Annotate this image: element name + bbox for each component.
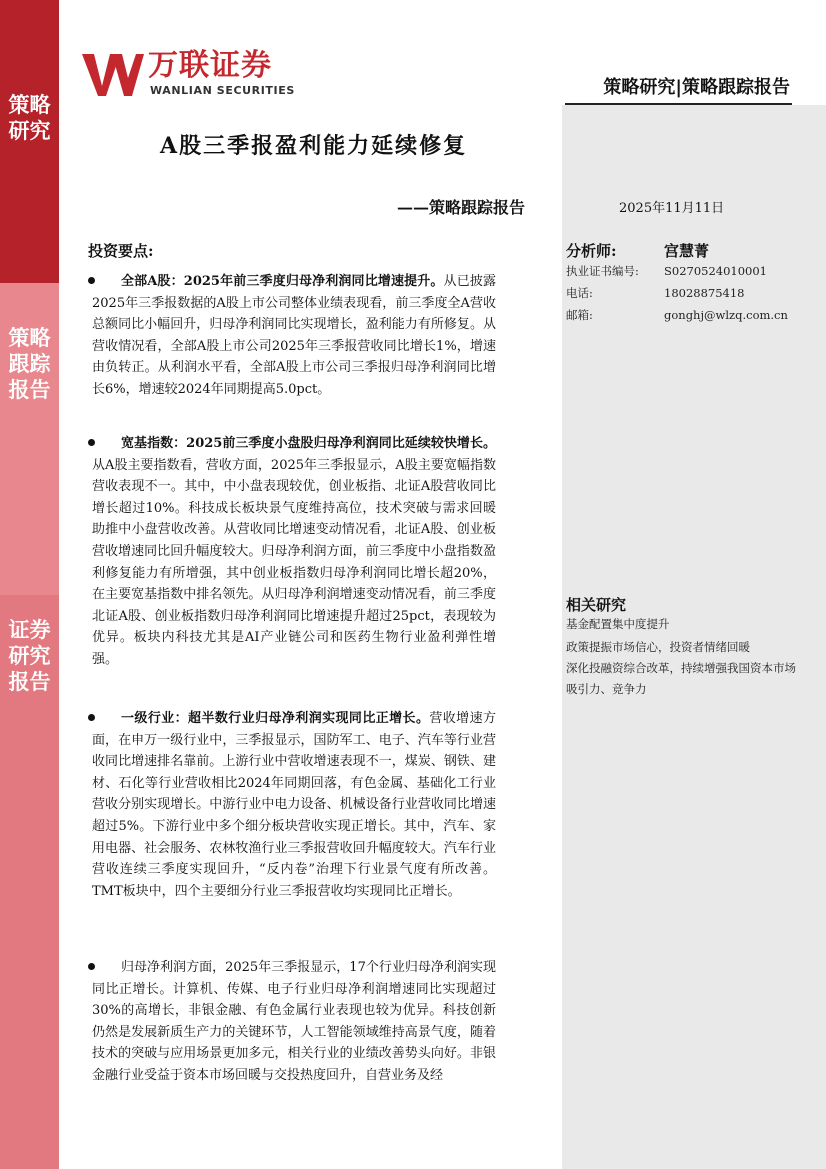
analyst-label: 分析师:: [566, 242, 617, 260]
phone-value: 18028875418: [664, 286, 745, 300]
brand-name-en: WANLIAN SECURITIES: [150, 84, 295, 97]
key-point-body: 从已披露2025年三季报数据的A股上市公司整体业绩表现看，前三季度全A营收总额同比小幅回升，归母净利润同比实现增长，盈利能力有所修复。从营收情况看，全部A股上市公司2025年三季报营收同比增长1%，增速由负转正。从利润水平看，全部A股上市公司三季报归母净利润同比增长6%，增速较2024年同期提高5.0pct。: [92, 274, 496, 397]
side-band-middle-label: 策略跟踪报告: [8, 326, 51, 402]
wanlian-logo-icon: [82, 50, 144, 100]
side-band-bottom-label: 证券研究报告: [8, 618, 51, 694]
key-point-body: 从A股主要指数看，营收方面，2025年三季报显示，A股主要宽幅指数营收表现不一。其中，中小盘表现较优，创业板指、北证A股营收同比增长超过10%。科技成长板块景气度维持高位，技术突破与需求回暖助推中小盘营收改善。从营收同比增速变动情况看，北证A股、创业板营收增速同比回升幅度较大。归母净利润方面，前三季度中小盘指数盈利修复能力有所增强，其中创业板指数归母净利润同比增长超20%，在主要宽基指数中排名领先。从归母净利润增速变动情况看，前三季度北证A股、创业板指数归母净利润同比增速提升超过25pct，表现较为优异。板块内科技尤其是AI产业链公司和医药生物行业盈利弹性增强。: [92, 457, 496, 667]
key-point-body: 归母净利润方面，2025年三季报显示，17个行业归母净利润实现同比正增长。计算机、传媒、电子行业归母净利润增速同比实现超过30%的高增长，非银金融、有色金属行业表现也较为优异。科技创新仍然是发展新质生产力的关键环节，人工智能领域维持高景气度，随着技术的突破与应用场景更加多元，相关行业的业绩改善势头向好。非银金融行业受益于资本市场回暖与交投热度回升，自营业务及经: [92, 960, 496, 1083]
key-point-item: [92, 433, 496, 671]
license-value: S0270524010001: [664, 264, 767, 278]
report-subtitle: ——策略跟踪报告: [397, 198, 526, 217]
key-point-item: [92, 271, 496, 401]
bullet-dot-icon: [88, 439, 95, 446]
key-point-body: 营收增速方面，在申万一级行业中，三季报显示，国防军工、电子、汽车等行业营收同比增速排名靠前。上游行业中营收增速表现不一，煤炭、钢铁、建材、石化等行业营收相比2024年同期回落，有色金属、基础化工行业营收分别实现增长。中游行业中电力设备、机械设备行业营收同比增速超过5%。下游行业中多个细分板块营收实现正增长。其中，汽车、家用电器、社会服务、农林牧渔行业三季报营收回升幅度较大。汽车行业营收连续三季度实现回升，“反内卷”治理下行业景气度有所改善。TMT板块中，四个主要细分行业三季报营收均实现同比正增长。: [92, 711, 496, 899]
related-research-link[interactable]: 深化投融资综合改革，持续增强我国资本市场吸引力、竞争力: [566, 661, 796, 696]
key-point-item: [92, 708, 496, 902]
license-label: 执业证书编号:: [566, 264, 639, 278]
brand-name-cn: 万联证券: [148, 48, 272, 83]
side-band-top-label: 策略研究: [8, 93, 51, 143]
key-point-lead: 一级行业：超半数行业归母净利润实现同比正增长。: [121, 711, 430, 726]
bullet-dot-icon: [88, 277, 95, 284]
related-research-link[interactable]: 政策提振市场信心，投资者情绪回暖: [566, 640, 750, 654]
key-point-item: [92, 957, 496, 1087]
email-value[interactable]: [664, 306, 788, 324]
bullet-dot-icon: [88, 963, 95, 970]
analyst-name: 宫慧菁: [664, 242, 710, 260]
page-title: A股三季报盈利能力延续修复: [160, 133, 468, 159]
related-research-link[interactable]: 基金配置集中度提升: [566, 617, 670, 631]
side-band-top: [0, 0, 59, 283]
phone-label: 电话:: [566, 286, 593, 300]
side-band-bottom: [0, 595, 59, 1169]
bullet-dot-icon: [88, 714, 95, 721]
key-point-lead: 宽基指数：2025前三季度小盘股归母净利润同比延续较快增长。: [121, 436, 496, 451]
email-label: 邮箱:: [566, 308, 593, 322]
header-divider: [565, 103, 792, 105]
report-category: 策略研究|策略跟踪报告: [603, 77, 790, 98]
related-research-title: 相关研究: [566, 596, 627, 614]
email-link[interactable]: gonghj@wlzq.com.cn: [664, 308, 788, 322]
side-band-middle: [0, 283, 59, 595]
report-date: 2025年11月11日: [619, 201, 725, 216]
key-point-lead: 全部A股：2025年前三季度归母净利润同比增速提升。: [121, 274, 444, 289]
key-points-heading: 投资要点:: [88, 242, 154, 260]
